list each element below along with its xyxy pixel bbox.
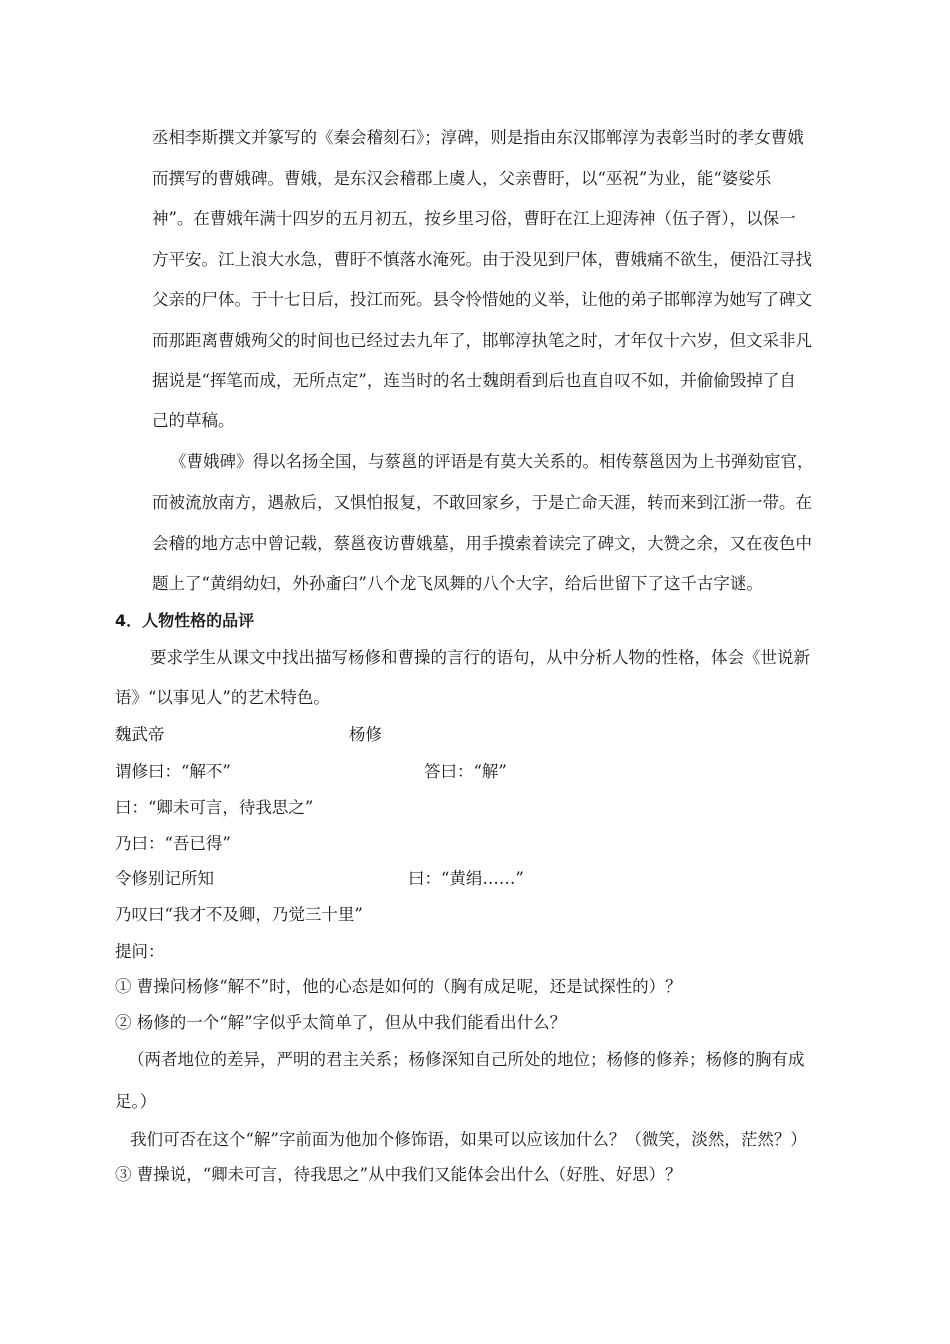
story-line: 己的草稿。 <box>152 411 235 430</box>
question-line: ③ 曹操说，“卿未可言，待我思之”从中我们又能体会出什么（好胜、好思）？ <box>115 1165 682 1184</box>
story-line: 《曹娥碑》得以名扬全国，与蔡邕的评语是有莫大关系的。相传蔡邕因为上书弹劾宦官， <box>170 452 814 471</box>
story-line: 会稽的地方志中曾记载，蔡邕夜访曹娥墓，用手摸索着读完了碑文，大赞之余，又在夜色中 <box>152 534 812 553</box>
dialogue-row-left: 曰：“卿未可言，待我思之” <box>115 798 314 817</box>
dialogue-row-right: 答曰：“解” <box>424 762 507 781</box>
question-line: 足。） <box>115 1092 157 1111</box>
story-line: 丞相李斯撰文并篆写的《秦会稽刻石》；淳碑，则是指由东汉邯郸淳为表彰当时的孝女曹娥 <box>152 128 804 147</box>
story-line: 父亲的尸体。于十七日后，投江而死。县令怜惜她的义举，让他的弟子邯郸淳为她写了碑文 <box>152 290 812 309</box>
intro-line: 要求学生从课文中找出描写杨修和曹操的言行的语句，从中分析人物的性格，体会《世说新 <box>150 648 810 667</box>
question-line: 我们可否在这个“解”字前面为他加个修饰语，如果可以应该加什么？（微笑，淡然，茫然？） <box>130 1130 807 1149</box>
dialogue-header-right: 杨修 <box>349 725 382 744</box>
section-heading: 4．人物性格的品评 <box>115 611 255 630</box>
story-line: 神”。在曹娥年满十四岁的五月初五，按乡里习俗，曹盱在江上迎涛神（伍子胥），以保一 <box>152 209 796 228</box>
dialogue-row-left: 谓修曰：“解不” <box>115 762 231 781</box>
dialogue-row-left: 乃曰：“吾已得” <box>115 834 231 853</box>
questions-label: 提问： <box>115 942 165 961</box>
story-line: 而那距离曹娥殉父的时间也已经过去九年了，邯郸淳执笔之时，才年仅十六岁，但文采非凡 <box>152 331 812 350</box>
story-line: 据说是“挥笔而成，无所点定”，连当时的名士魏朗看到后也直自叹不如，并偷偷毁掉了自 <box>152 371 796 390</box>
dialogue-row-left: 乃叹曰“我才不及卿，乃觉三十里” <box>115 905 363 924</box>
story-line: 而被流放南方，遇赦后，又惧怕报复，不敢回家乡，于是亡命天涯，转而来到江浙一带。在 <box>152 493 812 512</box>
question-line: ① 曹操问杨修“解不”时，他的心态是如何的（胸有成足呢，还是试探性的）？ <box>115 977 682 996</box>
dialogue-row-left: 令修别记所知 <box>115 869 214 888</box>
story-line: 而撰写的曹娥碑。曹娥，是东汉会稽郡上虞人，父亲曹盱，以“巫祝”为业，能“婆娑乐 <box>152 169 772 188</box>
intro-line: 语》“以事见人”的艺术特色。 <box>115 688 330 707</box>
story-line: 题上了“黄绢幼妇，外孙齑臼”八个龙飞凤舞的八个大字，给后世留下了这千古字谜。 <box>152 574 763 593</box>
dialogue-row-right: 曰：“黄绢……” <box>408 869 524 888</box>
question-line: （两者地位的差异，严明的君主关系；杨修深知自己所处的地位；杨修的修养；杨修的胸有成 <box>128 1050 805 1069</box>
question-line: ② 杨修的一个“解”字似乎太简单了，但从中我们能看出什么？ <box>115 1013 567 1032</box>
dialogue-header-left: 魏武帝 <box>115 725 165 744</box>
story-line: 方平安。江上浪大水急，曹盱不慎落水淹死。由于没见到尸体，曹娥痛不欲生，便沿江寻找 <box>152 250 812 269</box>
